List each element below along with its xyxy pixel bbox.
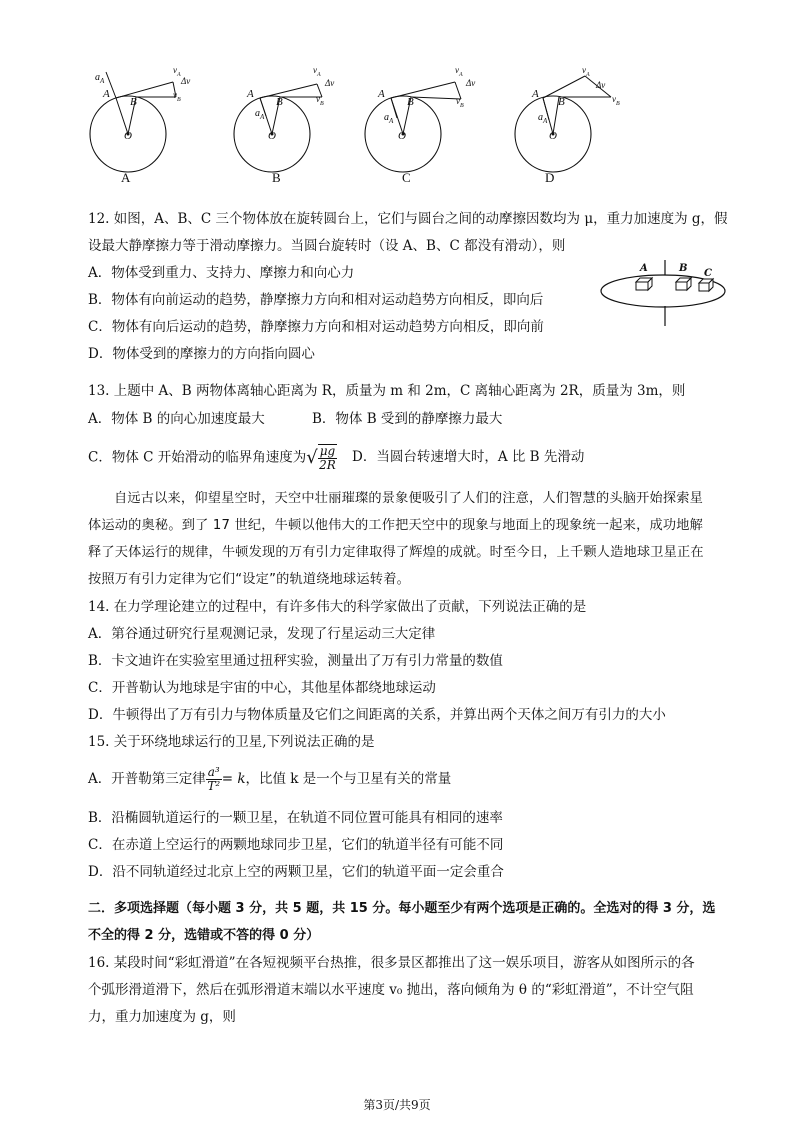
- q15-option-a-suffix: ，比值 k 是一个与卫星有关的常量: [245, 771, 452, 787]
- accel-label: $a_A$: [255, 108, 265, 121]
- va-label: $v_A$: [455, 65, 463, 78]
- figure-c-caption: C: [402, 170, 411, 185]
- vb-label: $v_B$: [173, 90, 181, 103]
- point-a-label: A: [103, 88, 110, 100]
- dv-label: Δv: [466, 78, 476, 88]
- point-b-label: B: [276, 96, 283, 108]
- figure-a: [90, 72, 176, 172]
- q15-formula-fraction: $\frac{\text{a³}}{\text{T²}}$: [207, 765, 221, 793]
- dv-label: Δv: [325, 78, 335, 88]
- q13-option-c-fraction: $\frac{\mu g}{2R}$: [319, 444, 336, 472]
- q15-option-a-prefix: A．开普勒第三定律: [88, 771, 206, 787]
- point-b-label: B: [407, 96, 414, 108]
- accel-label: $a_A$: [538, 112, 548, 125]
- q16-stem-line1: 16. 某段时间“彩虹滑道”在各短视频平台热推，很多景区都推出了这一娱乐项目，游客从如图所示的各: [88, 955, 695, 971]
- q12-option-d[interactable]: D．物体受到的摩擦力的方向指向圆心: [88, 346, 315, 362]
- center-o-label: O: [398, 130, 406, 142]
- figure-d-caption: D: [545, 170, 555, 185]
- point-b-label: B: [130, 96, 137, 108]
- figure-d: [515, 76, 611, 172]
- section2-heading-line2: 不全的得 2 分，选错或不答的得 0 分）: [88, 928, 320, 943]
- accel-label: $a_A$: [384, 112, 394, 125]
- dv-label: Δv: [181, 76, 191, 86]
- q14-option-c[interactable]: C．开普勒认为地球是宇宙的中心，其他星体都绕地球运动: [88, 680, 436, 696]
- q12-stem-line2: 设最大静摩擦力等于滑动摩擦力。当圆台旋转时（设 A、B、C 都没有滑动），则: [88, 238, 566, 254]
- q15-stem: 15. 关于环绕地球运行的卫星,下列说法正确的是: [88, 734, 375, 750]
- accel-label: $a_A$: [95, 72, 105, 85]
- q14-option-a[interactable]: A．第谷通过研究行星观测记录，发现了行星运动三大定律: [88, 626, 436, 642]
- circle-diagrams: [0, 60, 794, 190]
- q15-option-c[interactable]: C．在赤道上空运行的两颗地球同步卫星，它们的轨道半径有可能不同: [88, 837, 504, 853]
- q16-stem-line2: 个弧形滑道滑下，然后在弧形滑道末端以水平速度 v₀ 抛出，落向倾角为 θ 的“彩虹滑道”，不计空气阻: [88, 982, 694, 998]
- q15-option-d[interactable]: D．沿不同轨道经过北京上空的两颗卫星，它们的轨道平面一定会重合: [88, 864, 504, 880]
- vb-label: $v_B$: [456, 96, 464, 109]
- q13-option-c-text: C．物体 C 开始滑动的临界角速度为: [88, 449, 307, 466]
- vb-label: $v_B$: [612, 94, 620, 107]
- q13-option-d[interactable]: D．当圆台转速增大时，A 比 B 先滑动: [352, 449, 585, 465]
- disk-label-a: A: [640, 263, 648, 274]
- q12-stem-line1: 12. 如图，A、B、C 三个物体放在旋转圆台上，它们与圆台之间的动摩擦因数均为 μ，重力加速度为 g，假: [88, 211, 728, 227]
- va-label: $v_A$: [582, 65, 590, 78]
- figure-b-caption: B: [272, 170, 281, 185]
- q15-option-b[interactable]: B．沿椭圆轨道运行的一颗卫星，在轨道不同位置可能具有相同的速率: [88, 810, 503, 826]
- reading-passage: 自远古以来，仰望星空时，天空中壮丽璀璨的景象便吸引了人们的注意，人们智慧的头脑开始探索星体运动的奥秘。到了 17 世纪，牛顿以他伟大的工作把天空中的现象与地面上的现象统一起来，成功地解释了天体运行的规律，牛顿发现的万有引力定律取得了辉煌的成就。时至今日，上千颗人造地球卫星正在按照万有引力定律为它们“设定”的轨道绕地球运转着。: [88, 491, 704, 587]
- q12-option-c[interactable]: C．物体有向后运动的趋势，静摩擦力方向和相对运动趋势方向相反，即向前: [88, 319, 544, 335]
- q13-option-a[interactable]: A．物体 B 的向心加速度最大: [88, 411, 265, 427]
- center-o-label: O: [124, 130, 132, 142]
- center-o-label: O: [268, 130, 276, 142]
- disk-label-b: B: [679, 263, 688, 274]
- q13-option-b[interactable]: B．物体 B 受到的静摩擦力最大: [312, 411, 503, 427]
- q14-stem: 14. 在力学理论建立的过程中，有许多伟大的科学家做出了贡献，下列说法正确的是: [88, 599, 587, 615]
- point-a-label: A: [378, 88, 385, 100]
- q15-option-a[interactable]: [88, 766, 451, 793]
- q16-stem-line3: 力，重力加速度为 g，则: [88, 1009, 236, 1025]
- vb-label: $v_B$: [316, 94, 324, 107]
- figure-a-caption: A: [121, 170, 131, 185]
- q12-option-b[interactable]: B．物体有向前运动的趋势，静摩擦力方向和相对运动趋势方向相反，即向后: [88, 292, 544, 308]
- q13-stem: 13. 上题中 A、B 两物体离轴心距离为 R，质量为 m 和 2m，C 离轴心距离为 2R，质量为 3m，则: [88, 383, 686, 399]
- page-number: 第3页/共9页: [363, 1098, 431, 1112]
- q13-option-c[interactable]: C．物体 C 开始滑动的临界角速度为√ $\frac{\mu g}{2R}$: [88, 444, 336, 472]
- va-label: $v_A$: [313, 65, 321, 78]
- q14-option-d[interactable]: D．牛顿得出了万有引力与物体质量及它们之间距离的关系，并算出两个天体之间万有引力的大小: [88, 707, 666, 723]
- disk-label-c: C: [704, 268, 712, 279]
- point-a-label: A: [532, 88, 539, 100]
- q14-option-b[interactable]: B．卡文迪许在实验室里通过扭秤实验，测量出了万有引力常量的数值: [88, 653, 503, 669]
- q12-option-a[interactable]: A．物体受到重力、支持力、摩擦力和向心力: [88, 265, 355, 281]
- dv-label: Δv: [596, 80, 606, 90]
- point-a-label: A: [247, 88, 254, 100]
- va-label: $v_A$: [173, 65, 181, 78]
- center-o-label: O: [549, 130, 557, 142]
- section2-heading-line1: 二．多项选择题（每小题 3 分，共 5 题，共 15 分。每小题至少有两个选项是正确的。全选对的得 3 分，选: [88, 901, 716, 916]
- point-b-label: B: [558, 96, 565, 108]
- q15-formula-equals: = k: [221, 771, 246, 787]
